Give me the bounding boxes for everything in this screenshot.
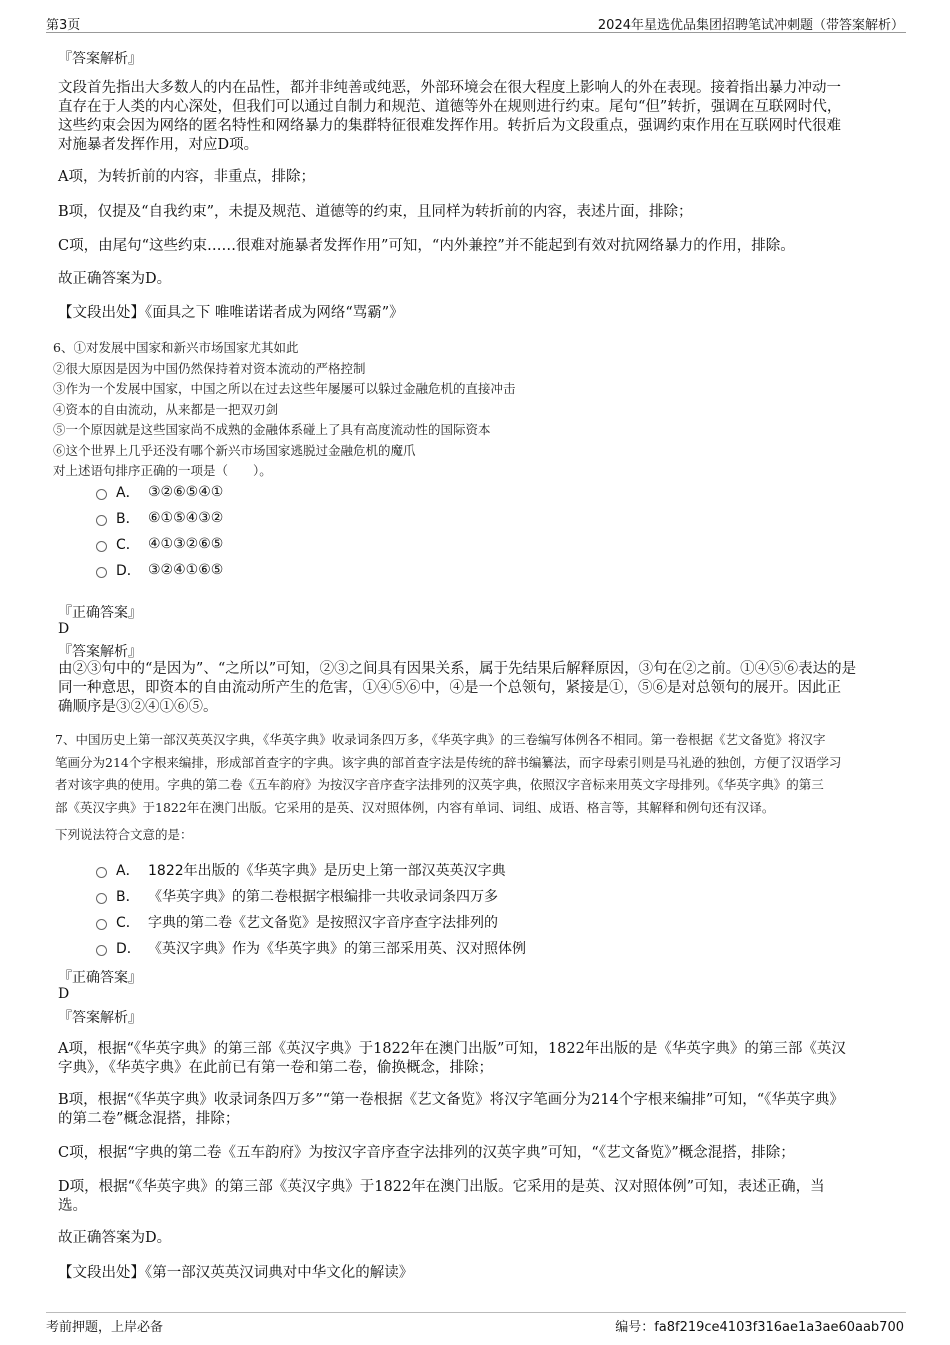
- text-line: A项，根据“《华英字典》的第三部《英汉字典》于1822年在澳门出版”可知，1822年出版的是《华英字典》的第三部《英汉: [58, 1041, 846, 1057]
- option-text: ④①③②⑥⑤: [148, 536, 224, 552]
- text-line: 对施暴者发挥作用，对应D项。: [58, 137, 259, 153]
- option-text: ⑥①⑤④③②: [148, 510, 224, 526]
- q6-answer: D: [58, 621, 70, 637]
- q5-option-a-analysis: A项，为转折前的内容，非重点，排除；: [58, 169, 315, 185]
- text-line: ②很大原因是因为中国仍然保持着对资本流动的严格控制: [53, 360, 366, 376]
- q5-option-b-analysis: B项，仅提及“自我约束”，未提及规范、道德等的约束，且同样为转折前的内容，表述片面，排除；: [58, 204, 693, 220]
- q7-option-b[interactable]: [96, 886, 498, 906]
- option-key: C．: [116, 537, 140, 553]
- document-id: 编号：fa8f219ce4103f316ae1a3ae60aab700: [615, 1320, 904, 1335]
- q7-option-a-analysis: [58, 1040, 898, 1078]
- option-key: A．: [116, 863, 140, 879]
- option-text: 《华英字典》的第二卷根据字根编排一共收录词条四万多: [148, 889, 498, 905]
- q7-option-c[interactable]: [96, 912, 498, 932]
- q7-option-b-analysis: [58, 1091, 898, 1129]
- page-footer: [46, 1312, 906, 1335]
- q7-option-d-analysis: [58, 1178, 898, 1216]
- q7-option-c-analysis: C项，根据“字典的第二卷《五车韵府》为按汉字音序查字法排列的汉英字典”可知，“《艺文备览》”概念混搭，排除；: [58, 1145, 795, 1161]
- option-text: ③②④①⑥⑤: [148, 562, 224, 578]
- q7-answer-heading: 『正确答案』: [58, 970, 142, 986]
- option-text: ③②⑥⑤④①: [148, 484, 224, 500]
- q5-option-c-analysis: C项，由尾句“这些约束……很难对施暴者发挥作用”可知，“内外兼控”并不能起到有效对抗网络暴力的作用，排除。: [58, 238, 795, 254]
- text-line: 选。: [58, 1198, 87, 1214]
- text-line: 由②③句中的“是因为”、“之所以”可知，②③之间具有因果关系，属于先结果后解释原因，③句在②之前。①④⑤⑥表达的是: [58, 661, 857, 677]
- radio-button[interactable]: [96, 515, 107, 526]
- text-line: 部《英汉字典》于1822年在澳门出版。它采用的是英、汉对照体例，内容有单词、词组、成语、格言等，其解释和例句还有汉译。: [55, 799, 775, 815]
- radio-button[interactable]: [96, 893, 107, 904]
- q7-answer: D: [58, 986, 70, 1002]
- q7-analysis-heading: 『答案解析』: [58, 1010, 142, 1026]
- text-line: ③作为一个发展中国家，中国之所以在过去这些年屡屡可以躲过金融危机的直接冲击: [53, 381, 516, 396]
- text-line: B项，根据“《华英字典》收录词条四万多”“第一卷根据《艺文备览》将汉字笔画分为214个字根来编排”可知，“《华英字典》: [58, 1092, 844, 1108]
- text-line: D项，根据“《华英字典》的第三部《英汉字典》于1822年在澳门出版。它采用的是英、汉对照体例”可知，表述正确，当: [58, 1179, 825, 1195]
- q5-analysis-heading: 『答案解析』: [58, 51, 142, 67]
- option-key: B．: [116, 511, 140, 527]
- q7-option-d[interactable]: [96, 938, 526, 958]
- option-key: D．: [116, 563, 141, 579]
- text-line: 6、①对发展中国家和新兴市场国家尤其如此: [53, 340, 299, 355]
- q6-option-a[interactable]: [96, 482, 223, 502]
- text-line: 笔画分为214个字根来编排，形成部首查字的字典。该字典的部首查字法是传统的辞书编纂法，而字母索引则是马礼逊的独创，方便了汉语学习: [55, 754, 842, 770]
- text-line: 的第二卷”概念混搭，排除；: [58, 1111, 240, 1127]
- q6-option-c[interactable]: [96, 534, 223, 554]
- q5-source: 【文段出处】《面具之下 唯唯诺诺者成为网络“骂霸”》: [58, 305, 404, 321]
- text-line: 同一种意思，即资本的自由流动所产生的危害，①④⑤⑥中，④是一个总领句，紧接是①，⑤⑥是对总领句的展开。因此正: [58, 680, 841, 696]
- text-line: 7、中国历史上第一部汉英英汉字典，《华英字典》收录词条四万多，《华英字典》的三卷编写体例各不相同。第一卷根据《艺文备览》将汉字: [55, 732, 826, 747]
- q7-question: 下列说法符合文意的是：: [55, 827, 193, 842]
- option-key: B．: [116, 889, 140, 905]
- q6-answer-heading: 『正确答案』: [58, 605, 142, 621]
- radio-button[interactable]: [96, 567, 107, 578]
- footer-slogan: 考前押题，上岸必备: [46, 1320, 164, 1335]
- radio-button[interactable]: [96, 867, 107, 878]
- document-title: 2024年星选优品集团招聘笔试冲刺题（带答案解析）: [597, 18, 904, 33]
- q6-analysis-heading: 『答案解析』: [58, 644, 142, 660]
- option-text: 《英汉字典》作为《华英字典》的第三部采用英、汉对照体例: [148, 941, 526, 957]
- radio-button[interactable]: [96, 919, 107, 930]
- page-header: [46, 12, 906, 33]
- q5-analysis-paragraph: [58, 79, 898, 155]
- option-key: D．: [116, 941, 141, 957]
- q7-conclusion: 故正确答案为D。: [58, 1230, 172, 1246]
- radio-button[interactable]: [96, 489, 107, 500]
- text-line: 这些约束会因为网络的匿名特性和网络暴力的集群特征很难发挥作用。转折后为文段重点，强调约束作用在互联网时代很难: [58, 118, 841, 134]
- q5-conclusion: 故正确答案为D。: [58, 271, 172, 287]
- text-line: 直存在于人类的内心深处，但我们可以通过自制力和规范、道德等外在规则进行约束。尾句“但”转折，强调在互联网时代，: [58, 99, 842, 115]
- text-line: 字典》，《华英字典》在此前已有第一卷和第二卷，偷换概念，排除；: [58, 1060, 493, 1076]
- option-text: 字典的第二卷《艺文备览》是按照汉字音序查字法排列的: [148, 915, 498, 931]
- q6-option-d[interactable]: [96, 560, 223, 580]
- text-line: ⑤一个原因就是这些国家尚不成熟的金融体系碰上了具有高度流动性的国际资本: [53, 422, 491, 437]
- q6-stem: [53, 338, 893, 482]
- q6-option-b[interactable]: [96, 508, 223, 528]
- option-key: A．: [116, 485, 140, 501]
- radio-button[interactable]: [96, 945, 107, 956]
- q7-source: 【文段出处】《第一部汉英英汉词典对中华文化的解读》: [58, 1265, 414, 1281]
- radio-button[interactable]: [96, 541, 107, 552]
- page-number: 第3页: [46, 18, 81, 33]
- option-key: C．: [116, 915, 140, 931]
- option-text: 1822年出版的《华英字典》是历史上第一部汉英英汉字典: [148, 863, 506, 879]
- text-line: 对上述语句排序正确的一项是（ ）。: [53, 463, 272, 478]
- text-line: 者对该字典的使用。字典的第二卷《五车韵府》为按汉字音序查字法排列的汉英字典，依照汉字音标来用英文字母排列。《华英字典》的第三: [55, 777, 824, 792]
- text-line: ④资本的自由流动，从来都是一把双刃剑: [53, 401, 279, 417]
- q7-option-a[interactable]: [96, 860, 506, 880]
- text-line: 确顺序是③②④①⑥⑤。: [58, 699, 218, 715]
- q7-stem: [55, 729, 905, 819]
- text-line: ⑥这个世界上几乎还没有哪个新兴市场国家逃脱过金融危机的魔爪: [53, 442, 416, 458]
- q6-analysis: [58, 660, 898, 717]
- text-line: 文段首先指出大多数人的内在品性，都并非纯善或纯恶，外部环境会在很大程度上影响人的外在表现。接着指出暴力冲动一: [58, 80, 841, 96]
